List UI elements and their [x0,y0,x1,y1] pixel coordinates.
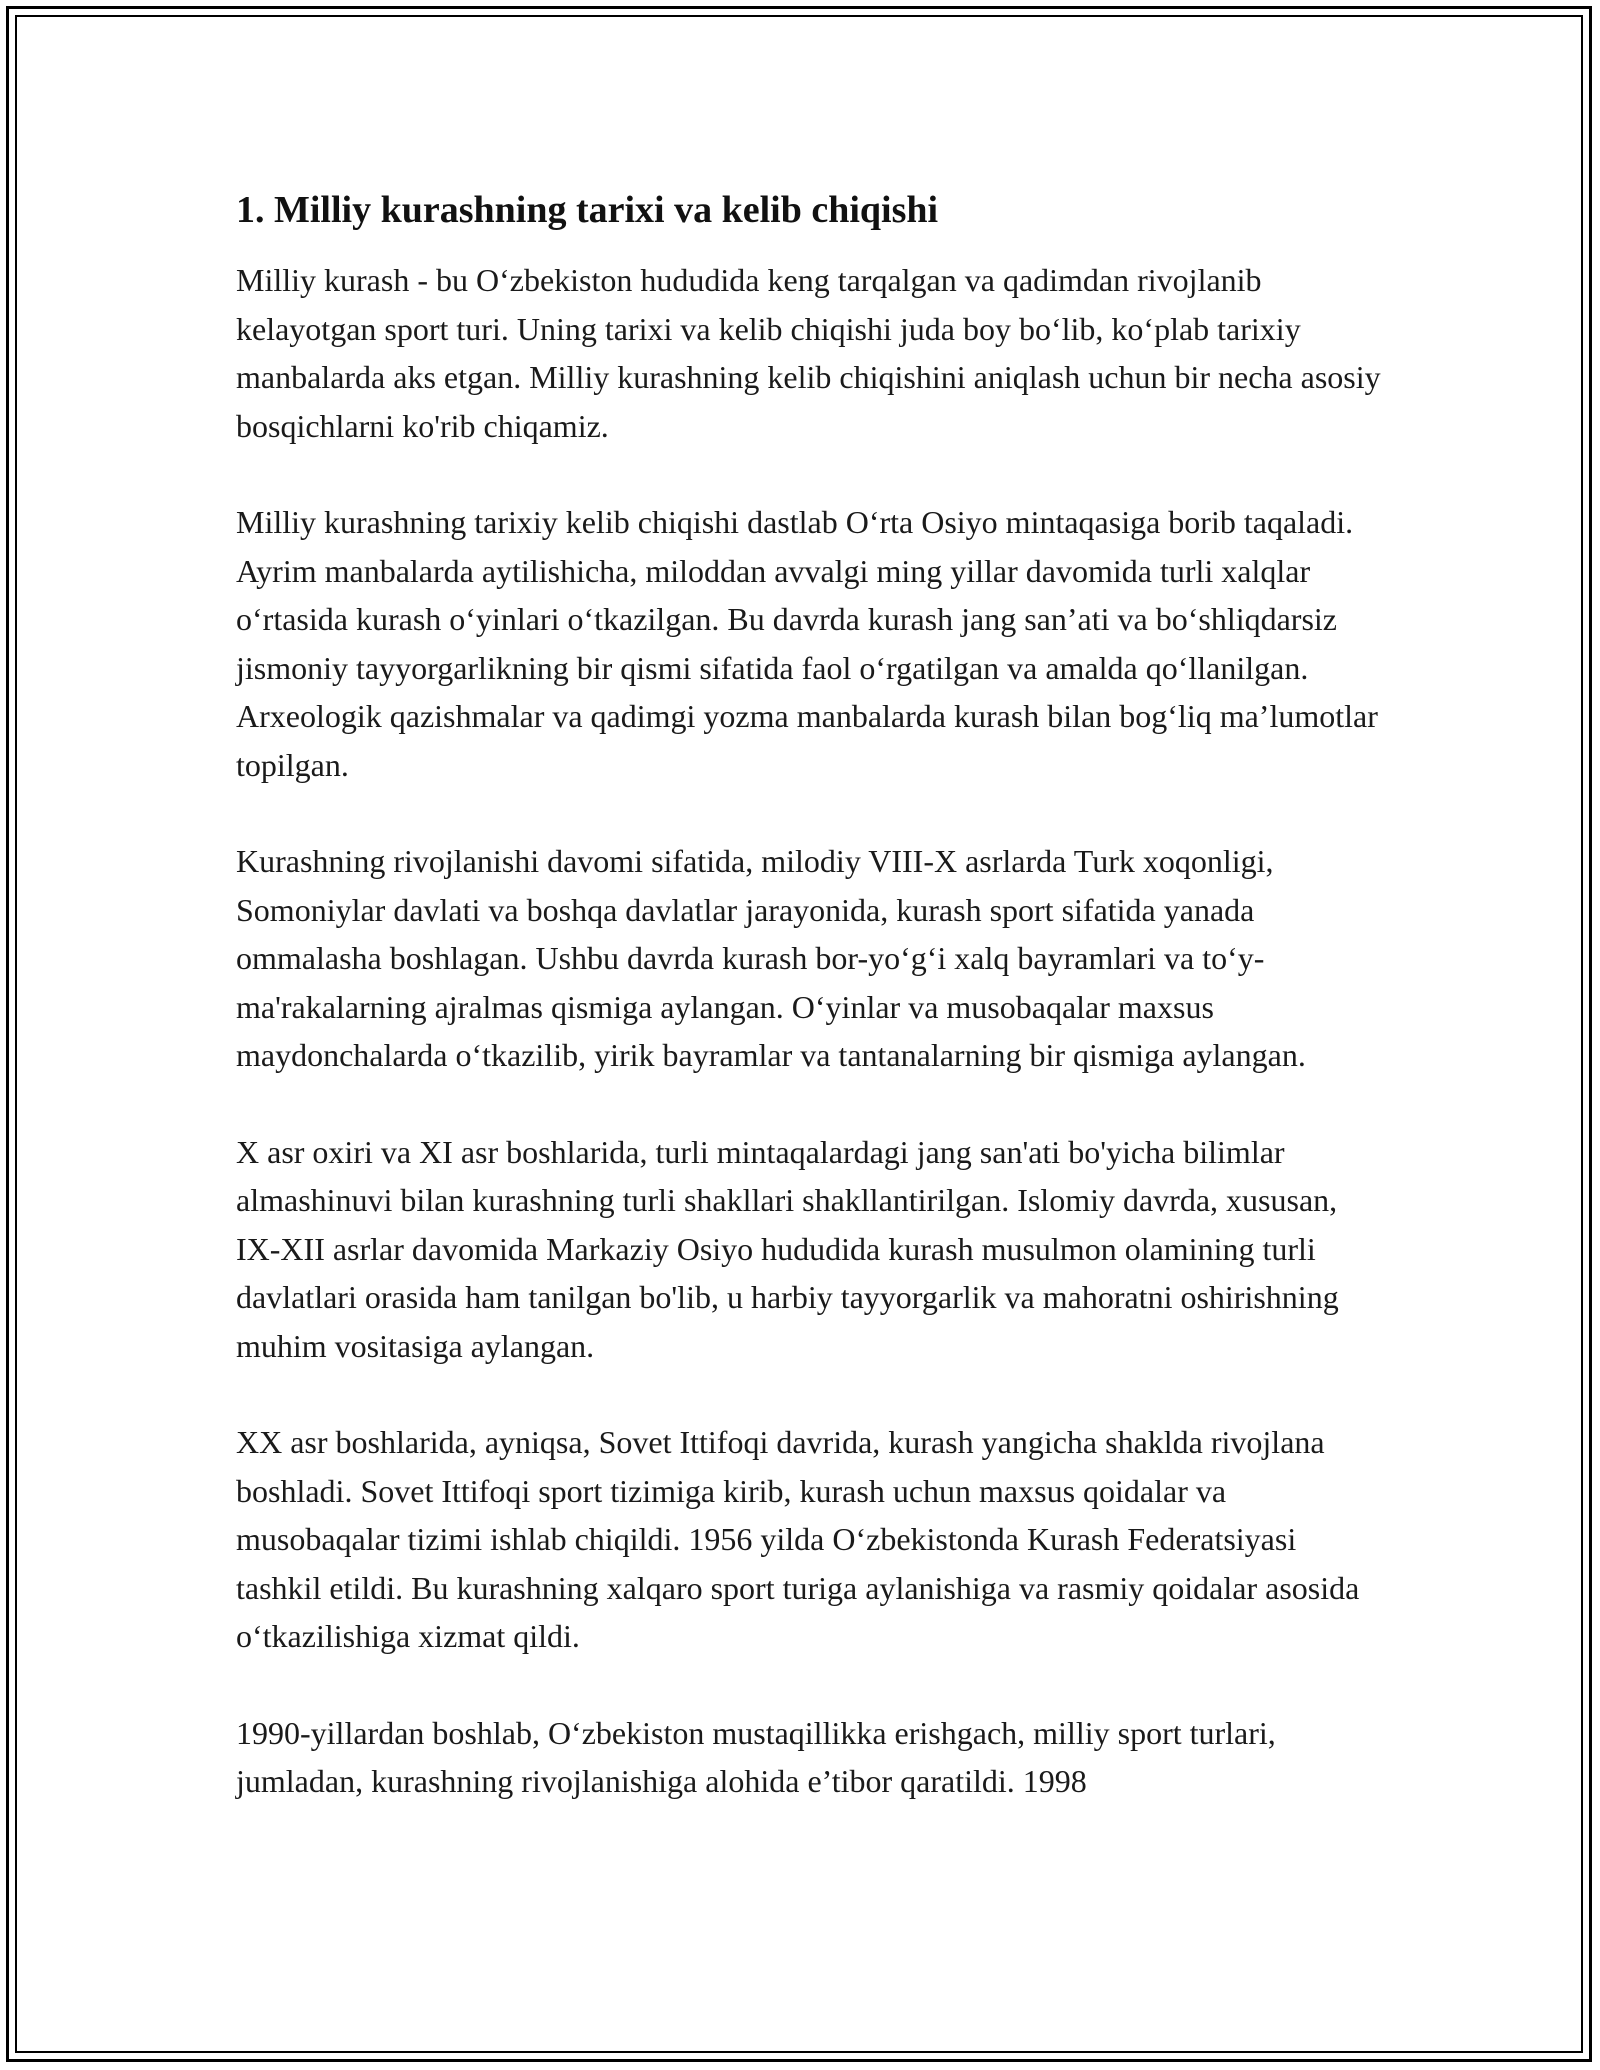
section-heading: 1. Milliy kurashning tarixi va kelib chiqishi [236,189,939,231]
paragraph-5: XX asr boshlarida, ayniqsa, Sovet Ittifoqi davrida, kurash yangicha shaklda rivojlana boshladi. Sovet Ittifoqi sport tizimiga kirib, kurash uchun maxsus qoidalar va musobaqalar tizimi ishlab chiqildi. 1956 yilda O‘zbekistonda Kurash Federatsiyasi tashkil etildi. Bu kurashning xalqaro sport turiga aylanishiga va rasmiy qoidalar asosida o‘tkazilishiga xizmat qildi. [236,1424,1360,1654]
paragraph-2: Milliy kurashning tarixiy kelib chiqishi dastlab O‘rta Osiyo mintaqasiga borib taqaladi. Ayrim manbalarda aytilishicha, miloddan avvalgi ming yillar davomida turli xalqlar o‘rtasida kurash o‘yinlari o‘tkazilgan. Bu davrda kurash jang san’ati va bo‘shliqdarsiz jismoniy tayyorgarlikning bir qismi sifatida faol o‘rgatilgan va amalda qo‘llanilgan. Arxeologik qazishmalar va qadimgi yozma manbalarda kurash bilan bog‘liq ma’lumotlar topilgan. [236,504,1378,783]
paragraph-6: 1990-yillardan boshlab, O‘zbekiston mustaqillikka erishgach, milliy sport turlari, jumladan, kurashning rivojlanishiga alohida e’tibor qaratildi. 1998 [236,1714,1276,1799]
paragraph-3: Kurashning rivojlanishi davomi sifatida, milodiy VIII-X asrlarda Turk xoqonligi, Somoniylar davlati va boshqa davlatlar jarayonida, kurash sport sifatida yanada ommalasha boshlagan. Ushbu davrda kurash bor-yo‘g‘i xalq bayramlari va to‘y-ma'rakalarning ajralmas qismiga aylangan. O‘yinlar va musobaqalar maxsus maydonchalarda o‘tkazilib, yirik bayramlar va tantanalarning bir qismiga aylangan. [236,843,1306,1073]
paragraph-1: Milliy kurash - bu O‘zbekiston hududida keng tarqalgan va qadimdan rivojlanib kelayotgan sport turi. Uning tarixi va kelib chiqishi juda boy bo‘lib, ko‘plab tarixiy manbalarda aks etgan. Milliy kurashning kelib chiqishini aniqlash uchun bir necha asosiy bosqichlarni ko'rib chiqamiz. [236,262,1381,444]
paragraph-4: X asr oxiri va XI asr boshlarida, turli mintaqalardagi jang san'ati bo'yicha bilimlar almashinuvi bilan kurashning turli shakllari shakllantirilgan. Islomiy davrda, xususan, IX-XII asrlar davomida Markaziy Osiyo hududida kurash musulmon olamining turli davlatlari orasida ham tanilgan bo'lib, u harbiy tayyorgarlik va mahoratni oshirishning muhim vositasiga aylangan. [236,1133,1339,1364]
document-body [236,186,1386,1806]
